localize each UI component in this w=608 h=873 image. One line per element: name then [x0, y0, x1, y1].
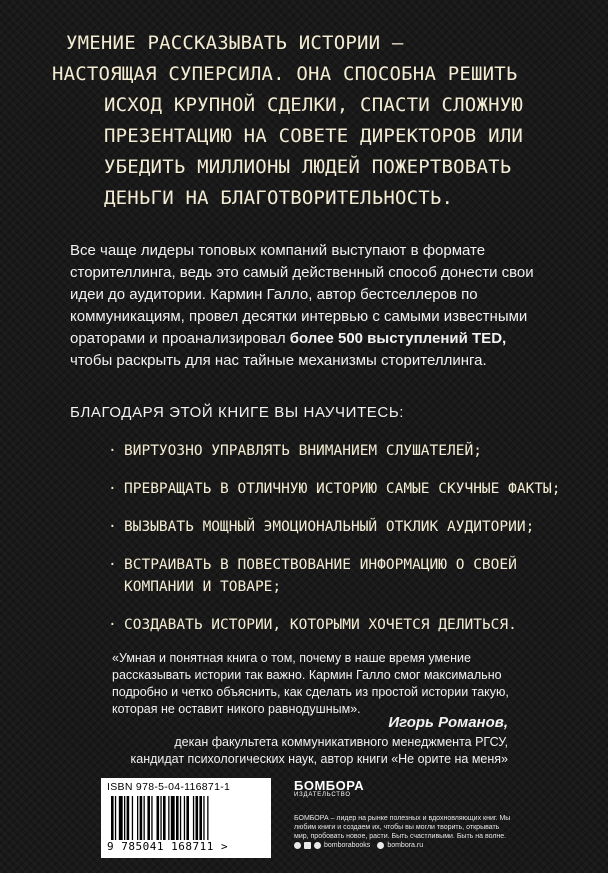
barcode-bar: [144, 796, 145, 840]
intro-text-end: чтобы раскрыть для нас тайные механизмы сторителлинга.: [70, 352, 487, 369]
barcode-bar: [157, 796, 160, 840]
social-handle: bomborabooks: [324, 842, 371, 849]
isbn-label: ISBN 978-5-04-116871-1: [107, 781, 231, 793]
publisher-site: bombora.ru: [387, 842, 424, 849]
review-quote: «Умная и понятная книга о том, почему в наше время умение рассказывать истории так важно. Кармин Галло смог максимально подробно и четко объяснить, как сделать из простой истории такую, которая не оставит никого равнодушным».: [112, 651, 509, 716]
barcode-bar: [151, 796, 152, 840]
headline-line: УМЕНИЕ РАССКАЗЫВАТЬ ИСТОРИИ –: [66, 32, 404, 54]
barcode-bar: [111, 796, 114, 840]
barcode-bar: [147, 796, 150, 840]
list-item: · СОЗДАВАТЬ ИСТОРИИ, КОТОРЫМИ ХОЧЕТСЯ ДЕЛИТЬСЯ.: [104, 614, 574, 636]
headline: [52, 28, 592, 214]
headline-line: ИСХОД КРУПНОЙ СДЕЛКИ, СПАСТИ СЛОЖНУЮ: [104, 94, 524, 116]
list-item: · ВИРТУОЗНО УПРАВЛЯТЬ ВНИМАНИЕМ СЛУШАТЕЛЕЙ;: [104, 440, 574, 462]
barcode-bar: [132, 796, 133, 840]
social-links: [294, 842, 423, 849]
barcode-bar: [184, 796, 185, 840]
barcode-bar: [160, 796, 161, 840]
headline-line: ДЕНЬГИ НА БЛАГОТВОРИТЕЛЬНОСТЬ.: [104, 187, 454, 209]
barcode-bar: [140, 796, 143, 840]
headline-line: НАСТОЯЩАЯ СУПЕРСИЛА. ОНА СПОСОБНА РЕШИТЬ: [52, 63, 518, 85]
quote-author-info: декан факультета коммуникативного менеджмента РГСУ, кандидат психологических наук, автор книги «Не орите на меня»: [130, 735, 508, 766]
barcode-bar: [124, 796, 125, 840]
barcode-bars: [111, 796, 261, 840]
barcode-bar: [199, 796, 202, 840]
headline-line: УБЕДИТЬ МИЛЛИОНЫ ЛЮДЕЙ ПОЖЕРТВОВАТЬ: [104, 156, 512, 178]
list-item: · ВЫЗЫВАТЬ МОЩНЫЙ ЭМОЦИОНАЛЬНЫЙ ОТКЛИК АУДИТОРИИ;: [104, 516, 574, 538]
publisher-description: БОМБОРА – лидер на рынке полезных и вдохновляющих книг. Мы любим книги и создаем их, чтобы вы могли творить, открывать мир, пробовать новое, расти. Быть счастливыми. Быть на волне.: [294, 815, 511, 840]
headline-line: ПРЕЗЕНТАЦИЮ НА СОВЕТЕ ДИРЕКТОРОВ ИЛИ: [104, 125, 524, 147]
barcode-bar: [193, 796, 194, 840]
barcode-bar: [186, 796, 189, 840]
list-item: · ПРЕВРАЩАТЬ В ОТЛИЧНУЮ ИСТОРИЮ САМЫЕ СКУЧНЫЕ ФАКТЫ;: [104, 478, 574, 500]
globe-icon: [377, 842, 384, 849]
instagram-icon: [314, 842, 321, 849]
learn-title: БЛАГОДАРЯ ЭТОЙ КНИГЕ ВЫ НАУЧИТЕСЬ:: [70, 404, 405, 421]
vk-icon: [304, 842, 311, 849]
intro-bold: более 500 выступлений TED,: [289, 330, 507, 347]
intro-text: Все чаще лидеры топовых компаний выступают в формате сторителлинга, ведь это самый действенный способ донести свои идеи до аудитории. Кармин Галло, автор бестселлеров по коммуникациям, провел десятки интервью с самыми известными ораторами и проанализировал: [70, 242, 534, 347]
barcode-bar: [171, 796, 175, 840]
barcode-bar: [137, 796, 138, 840]
logo-subtext: ИЗДАТЕЛЬСТВО: [294, 792, 351, 798]
barcode: [101, 778, 271, 858]
intro-paragraph: [70, 240, 540, 372]
barcode-bar: [196, 796, 199, 840]
barcode-bar: [119, 796, 123, 840]
barcode-bar: [127, 796, 130, 840]
barcode-bar: [115, 796, 116, 840]
barcode-number: 9 785041 168711 >: [107, 840, 229, 853]
barcode-bar: [203, 796, 204, 840]
barcode-bar: [168, 796, 169, 840]
learn-list: [104, 440, 574, 652]
barcode-bar: [163, 796, 166, 840]
barcode-bar: [180, 796, 181, 840]
publisher-logo: [294, 778, 364, 798]
facebook-icon: [294, 842, 301, 849]
logo-text: БОМБОРА: [294, 778, 365, 793]
quote-author: Игорь Романов,: [388, 714, 508, 731]
barcode-bar: [176, 796, 179, 840]
barcode-bar: [207, 796, 208, 840]
list-item: · ВСТРАИВАТЬ В ПОВЕСТВОВАНИЕ ИНФОРМАЦИЮ О СВОЕЙ КОМПАНИИ И ТОВАРЕ;: [104, 554, 574, 598]
